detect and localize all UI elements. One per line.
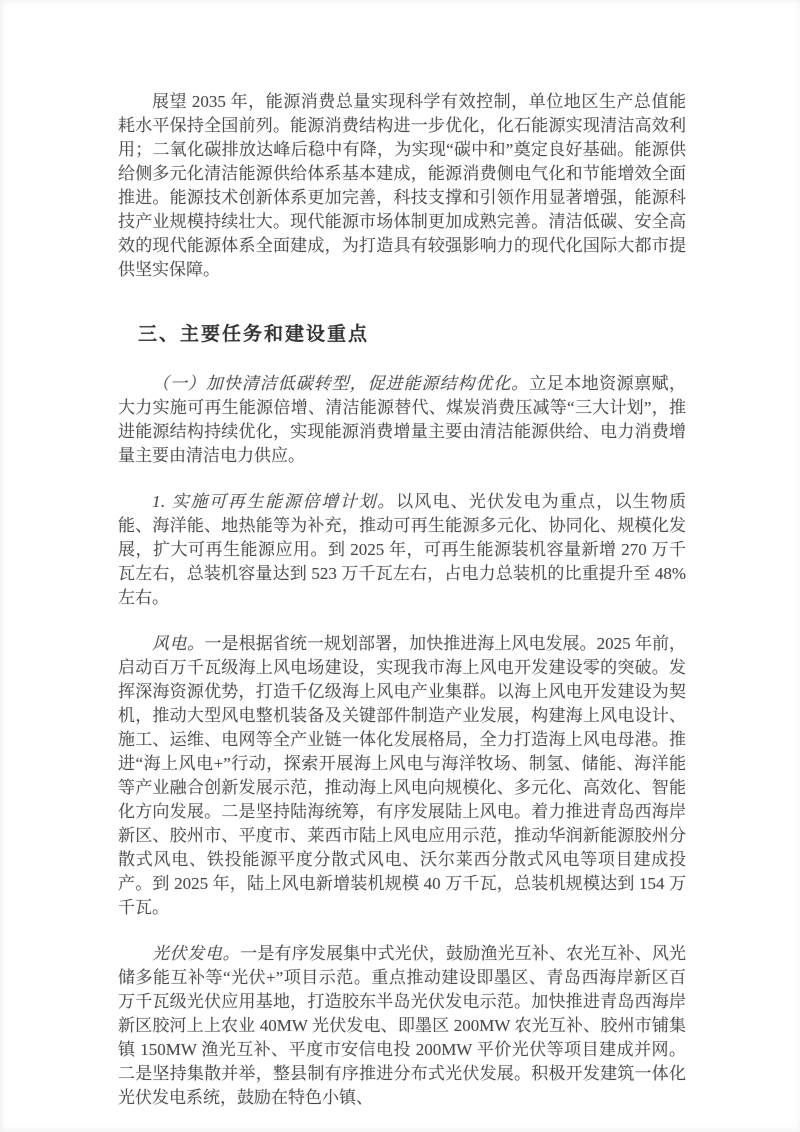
paragraph-lead: 1. 实施可再生能源倍增计划。 — [152, 492, 397, 511]
page-content — [118, 90, 686, 1132]
paragraph-lead: 风电。 — [152, 634, 205, 653]
paragraph-text: 一是有序发展集中式光伏，鼓励渔光互补、农光互补、风光储多能互补等“光伏+”项目示范。重点推动建设即墨区、青岛西海岸新区百万千瓦级光伏应用基地，打造胶东半岛光伏发电示范。加快推进青岛西海岸新区胶河上上农业 40MW 光伏发电、即墨区 200MW 农光互补、胶州市铺集镇 150MW 渔光互补、平度市安信电投 200MW 平价光伏等项目建成并网。二是坚持集散并举，整县制有序推进分布式光伏发展。积极开发建筑一体化光伏发电系统，鼓励在特色小镇、 — [118, 944, 686, 1107]
intro-paragraph: 展望 2035 年，能源消费总量实现科学有效控制，单位地区生产总值能耗水平保持全国前列。能源消费结构进一步优化，化石能源实现清洁高效利用；二氧化碳排放达峰后稳中有降，为实现“碳中和”奠定良好基础。能源供给侧多元化清洁能源供给体系基本建成，能源消费侧电气化和节能增效全面推进。能源技术创新体系更加完善，科技支撑和引领作用显著增强，能源科技产业规模持续壮大。现代能源市场体制更加成熟完善。清洁低碳、安全高效的现代能源体系全面建成，为打造具有较强影响力的现代化国际大都市提供坚实保障。 — [118, 92, 686, 279]
section-heading: 三、主要任务和建设重点 — [138, 324, 370, 345]
paragraph-renewable-doubling-plan — [118, 490, 686, 610]
paragraph-text: 以风电、光伏发电为重点，以生物质能、海洋能、地热能等为补充，推动可再生能源多元化、协同化、规模化发展，扩大可再生能源应用。到 2025 年，可再生能源装机容量新增 270 万千瓦左右，总装机容量达到 523 万千瓦左右，占电力总装机的比重提升至 48%左右。 — [118, 492, 687, 607]
paragraph-text: 立足本地资源禀赋，大力实施可再生能源倍增、清洁能源替代、煤炭消费压减等“三大计划”，推进能源结构持续优化，实现能源消费增量主要由清洁能源供给、电力消费增量主要由清洁电力供应。 — [118, 374, 687, 465]
paragraph-lead: （一）加快清洁低碳转型，促进能源结构优化。 — [152, 374, 530, 393]
paragraph-wind-power — [118, 632, 686, 920]
paragraph-solar-power — [118, 942, 686, 1110]
paragraph-clean-low-carbon — [118, 372, 686, 468]
paragraph-lead: 光伏发电。 — [152, 944, 241, 963]
paragraph-text: 一是根据省统一规划部署，加快推进海上风电发展。2025 年前，启动百万千瓦级海上风电场建设，实现我市海上风电开发建设零的突破。发挥深海资源优势，打造千亿级海上风电产业集群。以海上风电开发建设为契机，推动大型风电整机装备及关键部件制造产业发展，构建海上风电设计、施工、运维、电网等全产业链一体化发展格局，全力打造海上风电母港。推进“海上风电+”行动，探索开展海上风电与海洋牧场、制氢、储能、海洋能等产业融合创新发展示范，推动海上风电向规模化、多元化、高效化、智能化方向发展。二是坚持陆海统筹，有序发展陆上风电。着力推进青岛西海岸新区、胶州市、平度市、莱西市陆上风电应用示范，推动华润新能源胶州分散式风电、铁投能源平度分散式风电、沃尔莱西分散式风电等项目建成投产。到 2025 年，陆上风电新增装机规模 40 万千瓦，总装机规模达到 154 万千瓦。 — [118, 634, 687, 917]
